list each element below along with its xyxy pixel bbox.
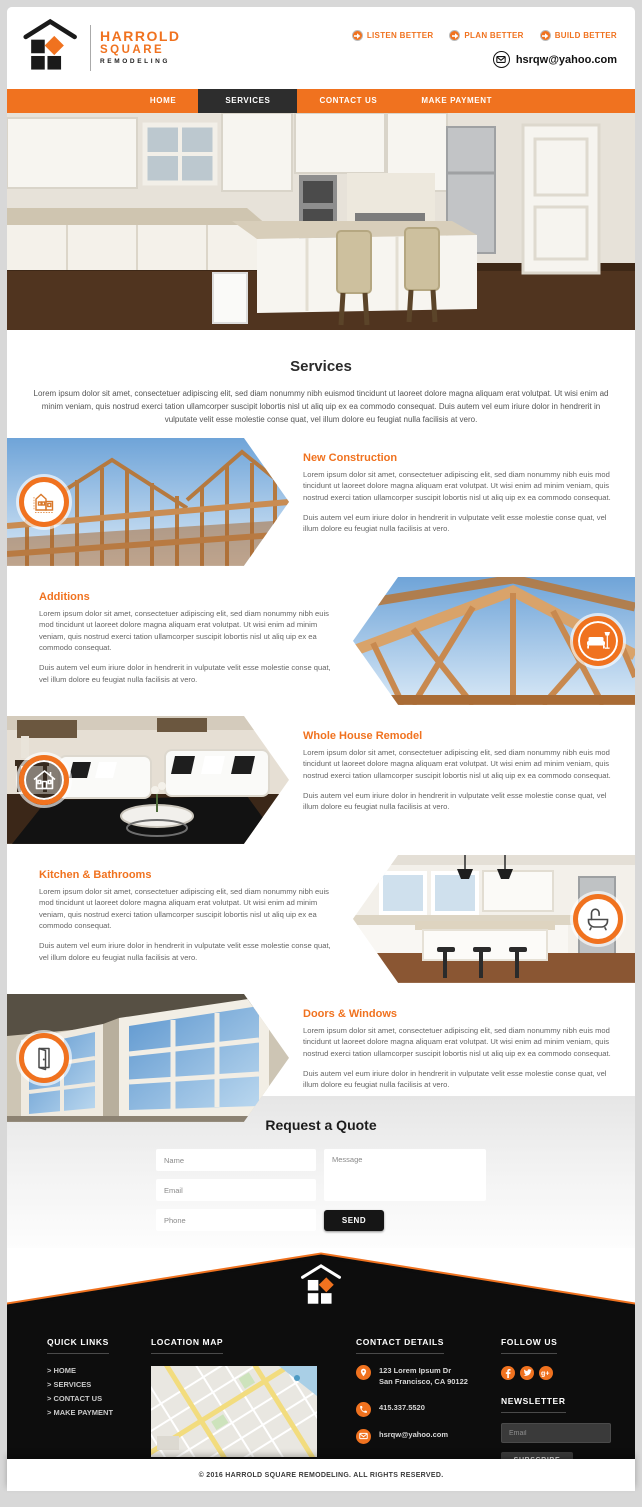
nav-item-contact-us[interactable]: CONTACT US <box>319 96 378 105</box>
header-email-text: hsrqw@yahoo.com <box>515 53 617 66</box>
tagline-listen-better <box>352 30 434 41</box>
service-row-kitchen-bathrooms <box>7 855 635 983</box>
brand-name-line3: REMODELING <box>100 58 171 65</box>
service-paragraph: Lorem ipsum dolor sit amet, consectetuer adipiscing elit, sed diam nonummy nibh euis mod tincidunt ut laoreet dolore magna aliquam erat volutpat. Ut wisi enim ad minim veniam, quis nostrud exerci tation ullamcorper suscipit lobortis nisl ut aliq uip ex ea commodo consequat. <box>303 1025 611 1058</box>
service-paragraph: Duis autem vel eum iriure dolor in hendrerit in vulputate velit esse molestie conse quat, vel illum dolore eu feugiat nulla facilisis at vero. <box>303 513 607 534</box>
page <box>7 7 635 1491</box>
address-line2: San Francisco, CA 90122 <box>379 1377 468 1387</box>
services-section <box>7 330 635 1096</box>
service-paragraph: Duis autem vel eum iriure dolor in hendrerit in vulputate velit esse molestie conse quat, vel illum dolore eu feugiat nulla facilisis at vero. <box>39 941 331 962</box>
footer-quick-links <box>47 1332 113 1417</box>
service-title: Additions <box>39 590 90 603</box>
google-plus-icon[interactable] <box>539 1366 553 1380</box>
service-paragraph: Lorem ipsum dolor sit amet, consectetuer adipiscing elit, sed diam nonummy nibh euis mod tincidunt ut laoreet dolore magna aliquam erat volutpat. Ut wisi enim ad minim veniam, quis nostrud exerci tation ullamcorper suscipit lobortis nisl ut aliq uip ex ea commodo consequat. <box>39 608 329 653</box>
footer-contact-details <box>356 1332 491 1444</box>
service-photo-additions <box>353 577 635 705</box>
copyright-text: © 2016 HARROLD SQUARE REMODELING. ALL RIGHTS RESERVED. <box>198 1471 444 1479</box>
contact-phone: 415.337.5520 <box>379 1402 425 1412</box>
sofa-icon <box>573 616 623 666</box>
footer-link-contact-us[interactable]: > CONTACT US <box>47 1394 103 1403</box>
service-photo-kitchen-bathrooms <box>353 855 635 983</box>
brand-name-line1: HARROLD <box>100 28 181 44</box>
service-title: Kitchen & Bathrooms <box>39 868 152 881</box>
location-map-embed[interactable] <box>151 1366 317 1457</box>
tagline-plan-better <box>449 30 523 41</box>
house-logo-icon <box>23 18 81 79</box>
contact-details-title: CONTACT DETAILS <box>356 1337 444 1354</box>
nav-item-home[interactable]: HOME <box>149 96 177 105</box>
service-paragraph: Duis autem vel eum iriure dolor in hendrerit in vulputate velit esse molestie conse quat, vel illum dolore eu feugiat nulla facilisis at vero. <box>303 791 607 812</box>
service-paragraph: Duis autem vel eum iriure dolor in hendrerit in vulputate velit esse molestie conse quat, vel illum dolore eu feugiat nulla facilisis at vero. <box>303 1069 607 1090</box>
footer-link-services[interactable]: > SERVICES <box>47 1380 92 1389</box>
footer-roof <box>7 1248 635 1310</box>
tagline-label: PLAN BETTER <box>464 31 524 40</box>
svg-text:g+: g+ <box>540 1370 549 1377</box>
service-paragraph: Lorem ipsum dolor sit amet, consectetuer adipiscing elit, sed diam nonummy nibh euis mod tincidunt ut laoreet dolore magna aliquam erat volutpat. Ut wisi enim ad minim veniam, quis nostrud exerci tation ullamcorper suscipit lobortis nisl ut aliq uip ex ea commodo consequat. <box>39 886 329 931</box>
nav-item-services[interactable]: SERVICES <box>198 89 297 113</box>
map-pin-icon <box>356 1365 371 1380</box>
tagline-label: LISTEN BETTER <box>366 31 434 40</box>
facebook-icon[interactable] <box>501 1366 515 1380</box>
header-right <box>352 30 617 68</box>
nav-item-make-payment[interactable]: MAKE PAYMENT <box>421 96 493 105</box>
brand-name-line2: SQUARE <box>100 44 165 56</box>
contact-email-row[interactable] <box>356 1429 491 1444</box>
footer <box>7 1310 635 1459</box>
door-icon <box>19 1033 69 1083</box>
contact-email: hsrqw@yahoo.com <box>379 1429 448 1439</box>
brand-wordmark <box>100 29 181 67</box>
service-row-whole-house-remodel <box>7 716 635 844</box>
message-field[interactable] <box>324 1149 486 1201</box>
services-intro: Lorem ipsum dolor sit amet, consectetuer adipiscing elit, sed diam nonummy nibh euismod tincidunt ut laoreet dolore magna aliquam erat volutpat. Ut wisi enim ad minim veniam, quis nostrud exerci tation ullamcorper suscipit lobortis nisl ut aliq uip ex ea commodo consequat. Duis autem vel eum iriure dolor in hendrerit in vulputate velit esse molestie conse quat, vel illum dolore eu feugiat nulla facilisis at vero. <box>33 389 609 424</box>
quick-links-title: QUICK LINKS <box>47 1337 109 1354</box>
location-map-title: LOCATION MAP <box>151 1337 223 1354</box>
service-row-new-construction <box>7 438 635 566</box>
envelope-icon <box>356 1429 371 1444</box>
envelope-icon <box>493 51 510 68</box>
footer-link-home[interactable]: > HOME <box>47 1366 76 1375</box>
brand-divider <box>90 25 91 71</box>
tagline-label: BUILD BETTER <box>554 31 617 40</box>
service-photo-whole-house-remodel <box>7 716 289 844</box>
header <box>7 7 635 89</box>
service-title: Whole House Remodel <box>303 729 423 742</box>
phone-icon <box>356 1402 371 1417</box>
taglines <box>352 30 617 41</box>
service-title: New Construction <box>303 451 398 464</box>
bathtub-icon <box>573 894 623 944</box>
newsletter-title: NEWSLETTER <box>501 1396 566 1413</box>
contact-address <box>379 1365 468 1388</box>
header-email[interactable] <box>493 51 617 68</box>
footer-link-make-payment[interactable]: > MAKE PAYMENT <box>47 1408 114 1417</box>
phone-field[interactable] <box>156 1209 316 1231</box>
service-photo-new-construction <box>7 438 289 566</box>
service-row-doors-windows <box>7 994 635 1122</box>
brand-logo[interactable] <box>23 18 181 79</box>
service-photo-doors-windows <box>7 994 289 1122</box>
arrow-circle-icon <box>540 30 551 41</box>
footer-follow-us <box>501 1332 611 1469</box>
tagline-build-better <box>540 30 617 41</box>
house-icon <box>19 755 69 805</box>
footer-house-logo-icon <box>299 1263 343 1316</box>
send-button[interactable]: SEND <box>324 1210 384 1231</box>
blueprint-house-icon <box>19 477 69 527</box>
twitter-icon[interactable] <box>520 1366 534 1380</box>
email-field[interactable] <box>156 1179 316 1201</box>
footer-location-map <box>151 1332 317 1457</box>
quote-form <box>156 1149 486 1231</box>
address-line1: 123 Lorem Ipsum Dr <box>379 1366 452 1375</box>
service-title: Doors & Windows <box>303 1007 398 1020</box>
service-row-additions <box>7 577 635 705</box>
service-paragraph: Lorem ipsum dolor sit amet, consectetuer adipiscing elit, sed diam nonummy nibh euis mod tincidunt ut laoreet dolore magna aliquam erat volutpat. Ut wisi enim ad minim veniam, quis nostrud exerci tation ullamcorper suscipit lobortis nisl ut aliq uip ex ea commodo consequat. <box>303 469 611 502</box>
contact-address-row <box>356 1365 491 1388</box>
main-nav <box>7 89 635 113</box>
service-paragraph: Duis autem vel eum iriure dolor in hendrerit in vulputate velit esse molestie conse quat, vel illum dolore eu feugiat nulla facilisis at vero. <box>39 663 331 684</box>
arrow-circle-icon <box>352 30 363 41</box>
quote-title: Request a Quote <box>265 1117 377 1133</box>
follow-us-title: FOLLOW US <box>501 1337 557 1354</box>
arrow-circle-icon <box>449 30 460 41</box>
newsletter-email-field[interactable] <box>501 1423 611 1443</box>
name-field[interactable] <box>156 1149 316 1171</box>
page-title: Services <box>290 358 352 375</box>
hero-image-kitchen <box>7 113 635 330</box>
contact-phone-row[interactable] <box>356 1402 491 1417</box>
copyright-bar <box>7 1459 635 1491</box>
service-paragraph: Lorem ipsum dolor sit amet, consectetuer adipiscing elit, sed diam nonummy nibh euis mod tincidunt ut laoreet dolore magna aliquam erat volutpat. Ut wisi enim ad minim veniam, quis nostrud exerci tation ullamcorper suscipit lobortis nisl ut aliq uip ex ea commodo consequat. <box>303 747 611 780</box>
